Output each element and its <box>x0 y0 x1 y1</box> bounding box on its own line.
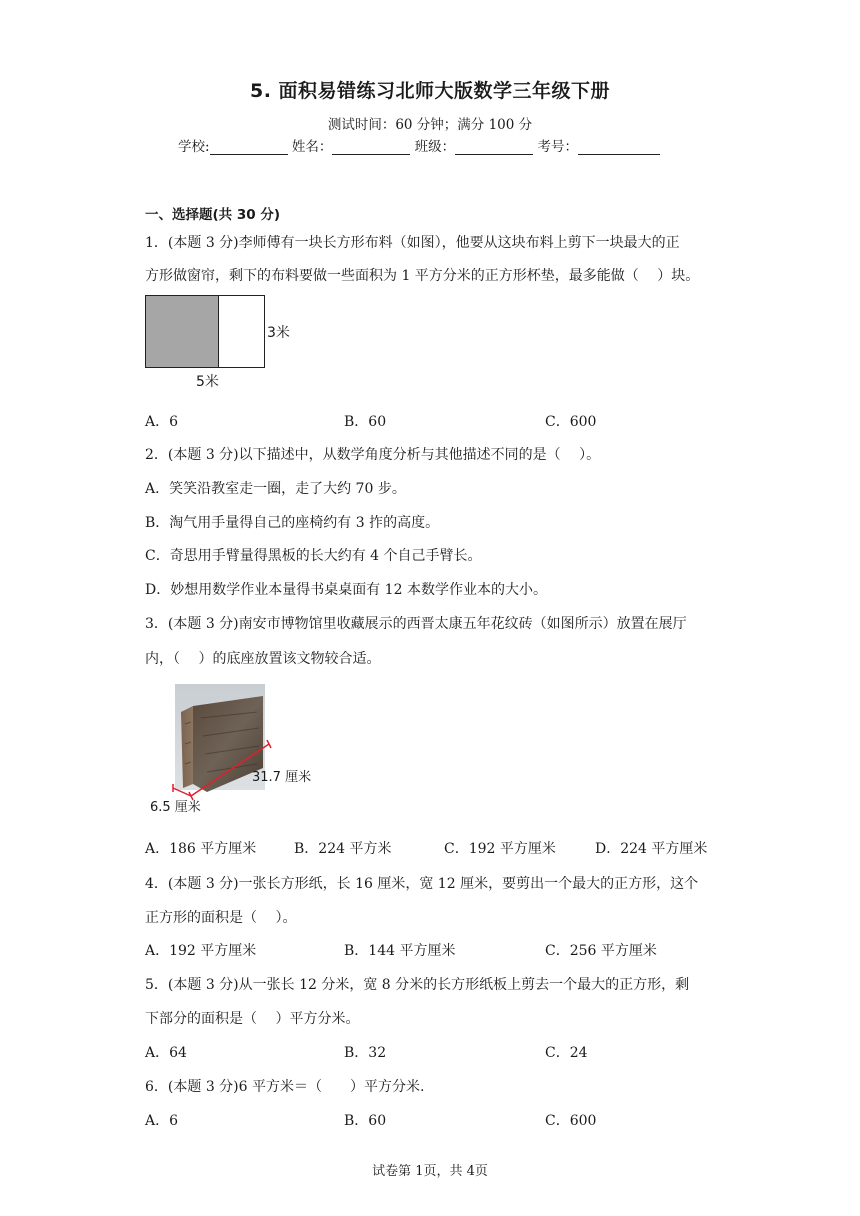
q5-option-b[interactable]: B．32 <box>344 1045 387 1061</box>
q3-option-a[interactable]: A．186 平方厘米 <box>145 841 257 857</box>
q2-option-b[interactable]: B．淘气用手量得自己的座椅约有 3 拃的高度。 <box>145 515 440 531</box>
question-4-line-1: 4．(本题 3 分)一张长方形纸，长 16 厘米，宽 12 厘米，要剪出一个最大的正方形，这个 <box>145 876 699 892</box>
school-blank[interactable] <box>210 140 288 155</box>
q3-option-d[interactable]: D．224 平方厘米 <box>595 841 708 857</box>
brick-width-label: 6.5 厘米 <box>150 800 201 815</box>
q5-option-a[interactable]: A．64 <box>145 1045 187 1061</box>
q4-option-a[interactable]: A．192 平方厘米 <box>145 943 257 959</box>
q6-option-a[interactable]: A．6 <box>145 1113 179 1129</box>
q1-option-b[interactable]: B．60 <box>344 414 387 430</box>
q5-option-c[interactable]: C．24 <box>545 1045 588 1061</box>
class-label: 班级： <box>414 139 456 155</box>
figure-bottom-label: 5米 <box>196 374 219 390</box>
question-3-line-1: 3．(本题 3 分)南安市博物馆里收藏展示的西晋太康五年花纹砖（如图所示）放置在展厅 <box>145 616 687 632</box>
name-blank[interactable] <box>332 140 410 155</box>
q2-option-c[interactable]: C．奇思用手臂量得黑板的长大约有 4 个自己手臂长。 <box>145 548 482 564</box>
question-5-line-1: 5．(本题 3 分)从一张长 12 分米，宽 8 分米的长方形纸板上剪去一个最大的正方形，剩 <box>145 977 690 993</box>
page-footer: 试卷第 1页，共 4页 <box>372 1164 488 1179</box>
shaded-square <box>146 296 219 367</box>
brick-side <box>181 706 193 788</box>
q6-option-b[interactable]: B．60 <box>344 1113 387 1129</box>
question-1-line-2: 方形做窗帘，剩下的布料要做一些面积为 1 平方分米的正方形杯垫，最多能做（ ）块。 <box>145 268 700 284</box>
page-title: 5. 面积易错练习北师大版数学三年级下册 <box>249 80 611 102</box>
name-label: 姓名： <box>291 139 333 155</box>
test-info: 测试时间：60 分钟；满分 100 分 <box>327 117 533 133</box>
question-4-line-2: 正方形的面积是（ ）。 <box>145 910 297 926</box>
student-info-line <box>178 135 660 155</box>
q4-option-b[interactable]: B．144 平方厘米 <box>344 943 456 959</box>
q4-option-c[interactable]: C．256 平方厘米 <box>545 943 657 959</box>
q6-option-c[interactable]: C．600 <box>545 1113 597 1129</box>
q3-option-c[interactable]: C．192 平方厘米 <box>444 841 556 857</box>
q2-option-a[interactable]: A．笑笑沿教室走一圈，走了大约 70 步。 <box>145 481 406 497</box>
q1-option-a[interactable]: A．6 <box>145 414 179 430</box>
fabric-rectangle-figure <box>145 295 265 368</box>
question-3-line-2: 内，（ ）的底座放置该文物较合适。 <box>145 651 381 667</box>
q2-option-d[interactable]: D．妙想用数学作业本量得书桌桌面有 12 本数学作业本的大小。 <box>145 582 547 598</box>
question-2-line-1: 2．(本题 3 分)以下描述中，从数学角度分析与其他描述不同的是（ ）。 <box>145 447 601 463</box>
brick-length-label: 31.7 厘米 <box>252 770 312 785</box>
figure-side-label: 3米 <box>267 325 290 341</box>
exam-number-blank[interactable] <box>578 140 660 155</box>
school-label: 学校: <box>178 139 210 155</box>
class-blank[interactable] <box>455 140 533 155</box>
q3-option-b[interactable]: B．224 平方米 <box>294 841 392 857</box>
exam-number-label: 考号： <box>537 139 578 155</box>
question-5-line-2: 下部分的面积是（ ）平方分米。 <box>145 1011 360 1027</box>
q1-option-c[interactable]: C．600 <box>545 414 597 430</box>
question-6-line-1: 6．(本题 3 分)6 平方米＝（ ）平方分米. <box>145 1079 425 1095</box>
section-heading: 一、选择题(共 30 分) <box>145 207 281 223</box>
question-1-line-1: 1．(本题 3 分)李师傅有一块长方形布料（如图），他要从这块布料上剪下一块最大的正 <box>145 235 680 251</box>
